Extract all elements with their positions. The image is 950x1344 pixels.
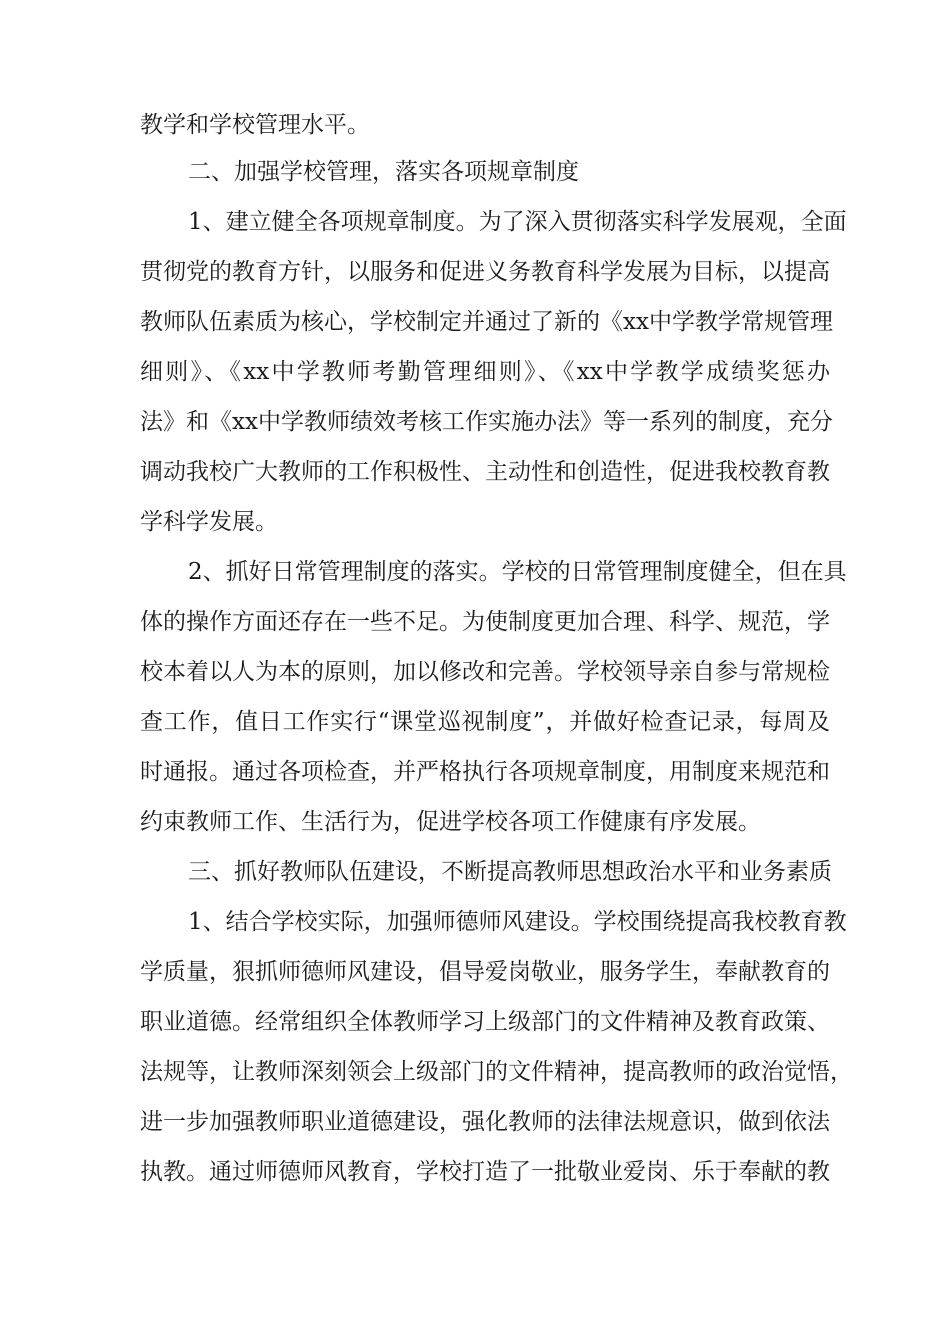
text-line: 查工作，值日工作实行“课堂巡视制度”，并做好检查记录，每周及 [140,709,830,735]
text-line: 2、抓好日常管理制度的落实。学校的日常管理制度健全，但在具 [188,559,847,585]
text-line: 教学和学校管理水平。 [140,112,370,138]
text-line: 学科学发展。 [140,509,278,535]
text-line: 教师队伍素质为核心，学校制定并通过了新的《xx中学教学常规管理 [140,309,833,335]
section-heading: 三、抓好教师队伍建设，不断提高教师思想政治水平和业务素质 [188,859,832,885]
text-line: 法》和《xx中学教师绩效考核工作实施办法》等一系列的制度，充分 [140,409,833,435]
text-line: 学质量，狠抓师德师风建设，倡导爱岗敬业，服务学生，奉献教育的 [140,959,830,985]
section-heading: 二、加强学校管理，落实各项规章制度 [188,159,579,185]
text-line: 执教。通过师德师风教育，学校打造了一批敬业爱岗、乐于奉献的教 [140,1159,830,1185]
text-line: 时通报。通过各项检查，并严格执行各项规章制度，用制度来规范和 [140,759,830,785]
text-line: 细则》、《xx中学教师考勤管理细则》、《xx中学教学成绩奖惩办 [140,359,830,385]
text-line: 法规等，让教师深刻领会上级部门的文件精神，提高教师的政治觉悟， [140,1059,853,1085]
text-line: 调动我校广大教师的工作积极性、主动性和创造性，促进我校教育教 [140,459,830,485]
text-line: 1、建立健全各项规章制度。为了深入贯彻落实科学发展观，全面 [188,209,847,235]
text-line: 约束教师工作、生活行为，促进学校各项工作健康有序发展。 [140,809,761,835]
text-line: 职业道德。经常组织全体教师学习上级部门的文件精神及教育政策、 [140,1009,830,1035]
text-line: 贯彻党的教育方针，以服务和促进义务教育科学发展为目标，以提高 [140,259,830,285]
text-line: 进一步加强教师职业道德建设，强化教师的法律法规意识，做到依法 [140,1109,830,1135]
text-line: 体的操作方面还存在一些不足。为使制度更加合理、科学、规范，学 [140,609,830,635]
text-line: 1、结合学校实际，加强师德师风建设。学校围绕提高我校教育教 [188,909,847,935]
text-line: 校本着以人为本的原则，加以修改和完善。学校领导亲自参与常规检 [140,659,830,685]
